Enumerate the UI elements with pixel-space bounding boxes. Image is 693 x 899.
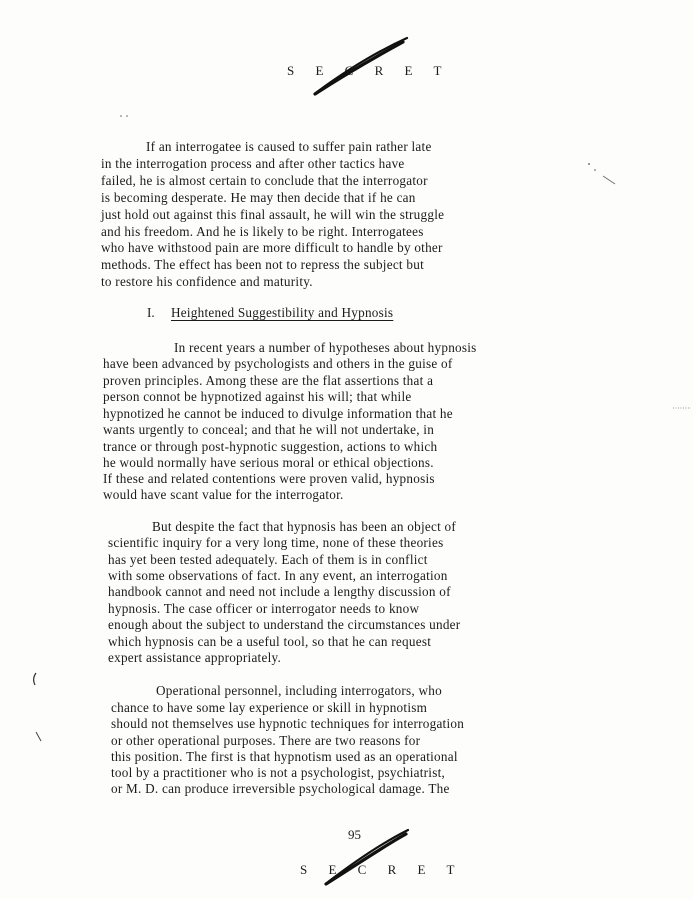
text-line: which hypnosis can be a useful tool, so that he can request	[108, 634, 432, 649]
text-line: methods. The effect has been not to repress the subject but	[101, 257, 424, 272]
text-line: has yet been tested adequately. Each of them is in conflict	[108, 552, 428, 567]
text-line: he would normally have serious moral or ethical objections.	[103, 455, 434, 470]
text-line: In recent years a number of hypotheses about hypnosis	[174, 340, 477, 355]
text-line: hypnosis. The case officer or interrogator needs to know	[108, 601, 420, 616]
scan-speck-marks	[34, 730, 44, 744]
scan-speck-marks	[30, 672, 40, 686]
text-line: handbook cannot and need not include a lengthy discussion of	[108, 584, 451, 599]
text-line: wants urgently to conceal; and that he will not undertake, in	[103, 422, 435, 437]
text-line: should not themselves use hypnotic techniques for interrogation	[111, 716, 465, 731]
redaction-slash-top	[305, 34, 415, 98]
text-line: chance to have some lay experience or skill in hypnotism	[111, 700, 428, 715]
text-line: this position. The first is that hypnotism used as an operational	[111, 749, 458, 764]
text-line: expert assistance appropriately.	[108, 650, 282, 665]
text-line: with some observations of fact. In any event, an interrogation	[108, 568, 448, 583]
text-line: have been advanced by psychologists and others in the guise of	[103, 356, 453, 371]
text-line: enough about the subject to understand the circumstances under	[108, 617, 461, 632]
text-line: Operational personnel, including interrogators, who	[156, 683, 442, 698]
text-line: failed, he is almost certain to conclude that the interrogator	[101, 173, 428, 188]
text-line: proven principles. Among these are the flat assertions that a	[103, 373, 434, 388]
text-line: would have scant value for the interrogator.	[103, 487, 344, 502]
section-number: I.	[147, 305, 155, 320]
text-line: If an interrogatee is caused to suffer pain rather late	[146, 139, 432, 154]
text-line: trance or through post-hypnotic suggestion, actions to which	[103, 439, 438, 454]
scan-speck-marks	[672, 405, 692, 411]
text-line: or M. D. can produce irreversible psychological damage. The	[111, 781, 450, 796]
text-line: to restore his confidence and maturity.	[101, 274, 313, 289]
text-line: scientific inquiry for a very long time, none of these theories	[108, 535, 444, 550]
text-line: or other operational purposes. There are two reasons for	[111, 733, 421, 748]
footer-classification: S E C R E T	[300, 862, 464, 877]
text-line: and his freedom. And he is likely to be right. Interrogatees	[101, 224, 424, 239]
text-line: is becoming desperate. He may then decide that if he can	[101, 190, 416, 205]
text-line: hypnotized he cannot be induced to divulge information that he	[103, 406, 453, 421]
text-line: who have withstood pain are more difficult to handle by other	[101, 240, 443, 255]
text-line: person connot be hypnotized against his will; that while	[103, 389, 412, 404]
header-classification: S E C R E T	[287, 63, 451, 78]
text-line: just hold out against this final assault, he will win the struggle	[101, 207, 445, 222]
section-title: Heightened Suggestibility and Hypnosis	[171, 305, 394, 320]
page-number: 95	[348, 827, 361, 842]
text-line: If these and related contentions were proven valid, hypnosis	[103, 471, 435, 486]
text-line: But despite the fact that hypnosis has been an object of	[152, 519, 457, 534]
text-line: tool by a practitioner who is not a psychologist, psychiatrist,	[111, 765, 446, 780]
scan-speck-marks	[118, 113, 132, 119]
redaction-slash-bottom	[320, 826, 420, 888]
text-line: in the interrogation process and after other tactics have	[101, 156, 405, 171]
scan-speck-marks	[585, 160, 625, 190]
